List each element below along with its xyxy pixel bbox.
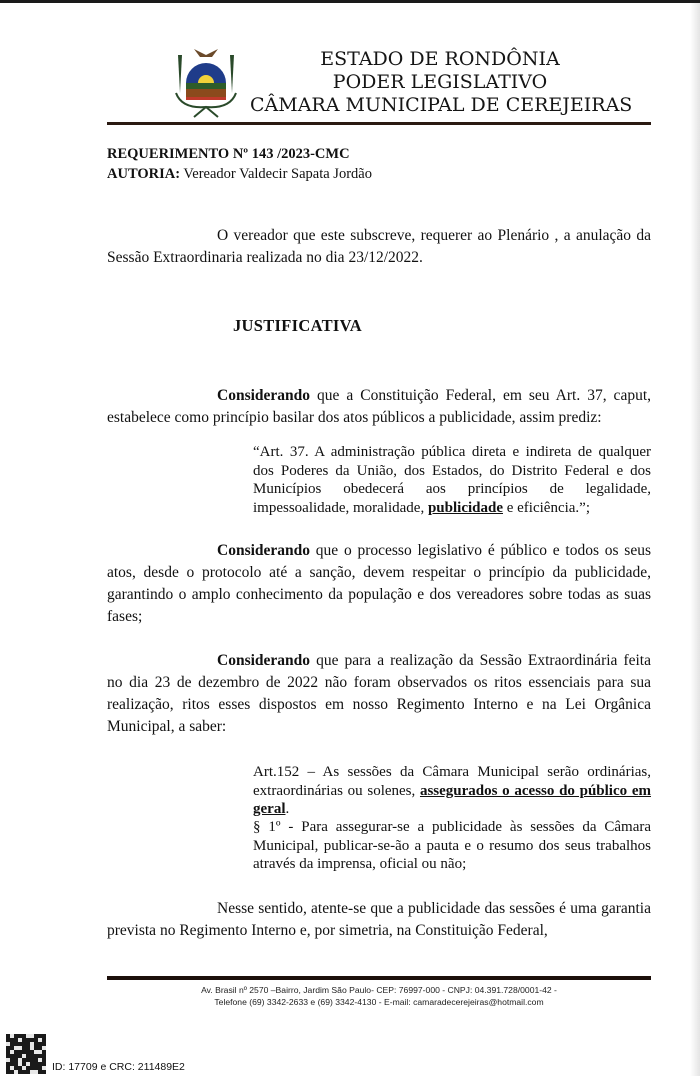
footer-address: Av. Brasil nº 2570 –Bairro, Jardim São Paulo- CEP: 76997-000 - CNPJ: 04.391.728/0001-42 - [201, 985, 557, 995]
emphasis: assegurados o acesso do público em geral [253, 782, 651, 817]
quote-text: “Art. 37. A administração pública direta e indireta de qualquer dos Poderes da União, dos Estados, do Distrito Federal e dos Municípios obedecerá aos princípios de legalidade, impessoalidade, moralidade, [253, 444, 651, 516]
paragraph-1 [107, 385, 651, 429]
paragraph-4: Nesse sentido, atente-se que a publicidade das sessões é uma garantia prevista no Regimento Interno e, por simetria, na Constituição Federal, [107, 900, 651, 939]
quote-text: . [285, 801, 290, 817]
quote-paragraph-1: § 1º - Para assegurar-se a publicidade às sessões da Câmara Municipal, publicar-se-ão a pauta e o resumo dos seus trabalhos através da imprensa, oficial ou não; [253, 819, 651, 872]
paragraph-text: que para a realização da Sessão Extraordinária feita no dia 23 de dezembro de 2022 não foram observados os ritos essenciais para sua realização, ritos esses dispostos em nosso Regimento Interno e na Lei Orgânica Municipal, a saber: [107, 652, 651, 735]
footer-contact [107, 985, 651, 1008]
chamber-title: CÂMARA MUNICIPAL DE CEREJEIRAS [250, 94, 633, 116]
requirement-number: REQUERIMENTO Nº 143 /2023-CMC [107, 146, 350, 162]
letterhead-titles [250, 48, 633, 117]
qr-code-icon [6, 1034, 46, 1074]
paragraph-text: que o processo legislativo é público e todos os seus atos, desde o protocolo até a sanção, devem respeitar o princípio da publicidade, garantindo o amplo conhecimento da população e dos vereadores sobre todas as suas fases; [107, 542, 651, 625]
state-title: ESTADO DE RONDÔNIA [320, 48, 560, 70]
autoria-value: Vereador Valdecir Sapata Jordão [180, 166, 372, 182]
section-heading: JUSTIFICATIVA [233, 316, 362, 335]
paragraph-2 [107, 540, 651, 628]
document-meta [107, 144, 372, 184]
footer-divider [107, 976, 651, 980]
header-divider [107, 122, 651, 125]
footer-phone-email: Telefone (69) 3342-2633 e (69) 3342-4130 - E-mail: camaradecerejeiras@hotmail.com [214, 996, 544, 1007]
keyword: Considerando [217, 542, 311, 559]
coat-of-arms-icon [172, 43, 240, 119]
page-edge-shadow [690, 3, 700, 1076]
intro-paragraph: O vereador que este subscreve, requerer ao Plenário , a anulação da Sessão Extraordinaria realizada no dia 23/12/2022. [107, 227, 651, 266]
document-page [0, 3, 690, 1076]
quote-art-37 [253, 443, 651, 517]
quote-art-152 [253, 763, 651, 819]
verification-id: ID: 17709 e CRC: 211489E2 [52, 1061, 185, 1073]
quote-text: Art.152 – As sessões da Câmara Municipal serão ordinárias, extraordinárias ou solenes, [253, 764, 651, 799]
branch-title: PODER LEGISLATIVO [332, 71, 548, 93]
keyword: Considerando [217, 387, 311, 404]
autoria-label: AUTORIA: [107, 166, 181, 182]
paragraph-3 [107, 650, 651, 738]
quote-text: e eficiência.”; [502, 499, 591, 516]
paragraph-text: que a Constituição Federal, em seu Art. 37, caput, estabelece como princípio basilar dos atos públicos a publicidade, assim prediz: [107, 387, 651, 426]
emphasis: publicidade [427, 499, 503, 516]
keyword: Considerando [217, 652, 311, 669]
